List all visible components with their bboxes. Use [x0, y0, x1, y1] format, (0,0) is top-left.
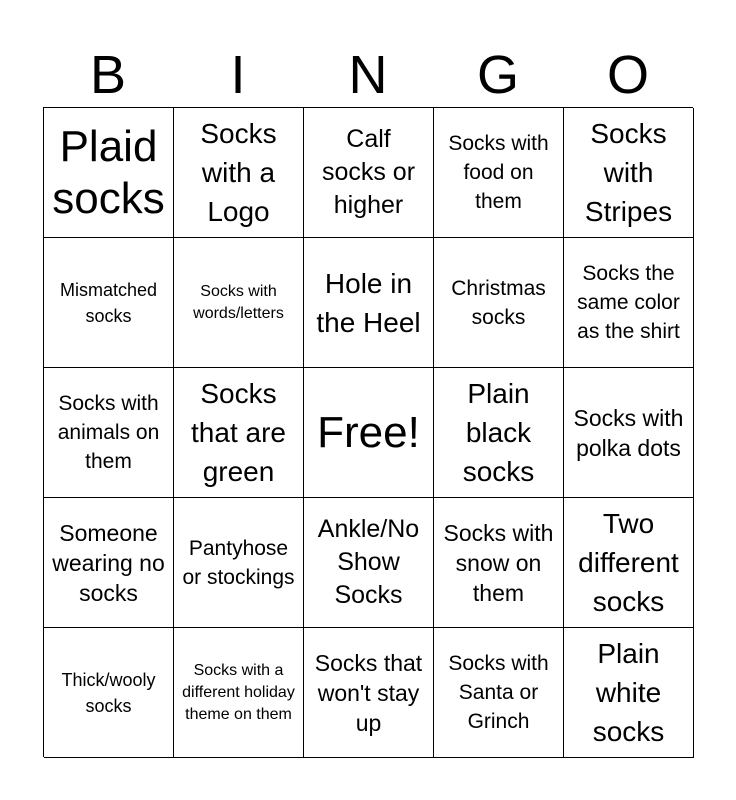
bingo-cell[interactable] — [564, 368, 694, 498]
bingo-cell[interactable] — [434, 628, 564, 758]
bingo-cell[interactable] — [304, 498, 434, 628]
bingo-cell[interactable] — [174, 628, 304, 758]
cell-text: Ankle/No Show Socks — [317, 515, 420, 609]
header-letter-o: O — [606, 45, 649, 105]
bingo-cell[interactable] — [44, 368, 174, 498]
cell-text: Plain white socks — [592, 638, 665, 747]
header-letter-g: G — [476, 45, 519, 105]
cell-text: Socks with a Logo — [200, 118, 277, 227]
cell-text: Socks with animals on them — [57, 392, 160, 473]
bingo-cell[interactable] — [174, 238, 304, 368]
cell-text: Socks with Santa or Grinch — [448, 652, 549, 733]
bingo-cell[interactable] — [304, 238, 434, 368]
cell-text: Socks that won't stay up — [314, 649, 423, 736]
cell-text: Plaid socks — [52, 121, 165, 223]
bingo-cell[interactable] — [434, 498, 564, 628]
bingo-cell[interactable] — [434, 108, 564, 238]
cell-text: Socks with a different holiday theme on them — [182, 661, 295, 723]
bingo-cell[interactable] — [44, 498, 174, 628]
bingo-cell[interactable] — [304, 108, 434, 238]
bingo-card — [43, 107, 693, 757]
header-letter-n: N — [348, 45, 388, 105]
bingo-cell[interactable] — [44, 108, 174, 238]
bingo-cell[interactable] — [564, 498, 694, 628]
cell-text: Pantyhose or stockings — [182, 536, 295, 589]
header-letter-b: B — [89, 45, 127, 105]
bingo-cell[interactable] — [44, 238, 174, 368]
cell-text: Socks with food on them — [448, 132, 549, 213]
bingo-cell[interactable] — [174, 368, 304, 498]
bingo-cell[interactable] — [174, 498, 304, 628]
cell-text: Socks with Stripes — [584, 118, 673, 227]
bingo-cell[interactable] — [44, 628, 174, 758]
bingo-cell free-space[interactable] — [304, 368, 434, 498]
header-letter-i: I — [230, 45, 246, 105]
bingo-cell[interactable] — [564, 108, 694, 238]
cell-text: Socks with words/letters — [193, 282, 284, 322]
free-space-text: Free! — [317, 407, 420, 457]
cell-text: Two different socks — [578, 508, 679, 617]
cell-text: Socks that are green — [191, 378, 286, 487]
cell-text: Christmas socks — [451, 276, 546, 329]
cell-text: Hole in the Heel — [316, 267, 421, 338]
cell-text: Calf socks or higher — [321, 125, 416, 219]
bingo-cell[interactable] — [304, 628, 434, 758]
cell-text: Plain black socks — [462, 378, 535, 487]
cell-text: Thick/wooly socks — [61, 669, 156, 716]
bingo-cell[interactable] — [174, 108, 304, 238]
bingo-cell[interactable] — [434, 368, 564, 498]
cell-text: Someone wearing no socks — [52, 519, 165, 606]
bingo-cell[interactable] — [564, 628, 694, 758]
bingo-cell[interactable] — [564, 238, 694, 368]
bingo-header — [43, 40, 693, 110]
bingo-cell[interactable] — [434, 238, 564, 368]
cell-text: Socks the same color as the shirt — [577, 262, 680, 343]
cell-text: Mismatched socks — [59, 279, 158, 326]
cell-text: Socks with polka dots — [573, 404, 684, 461]
cell-text: Socks with snow on them — [443, 519, 554, 606]
